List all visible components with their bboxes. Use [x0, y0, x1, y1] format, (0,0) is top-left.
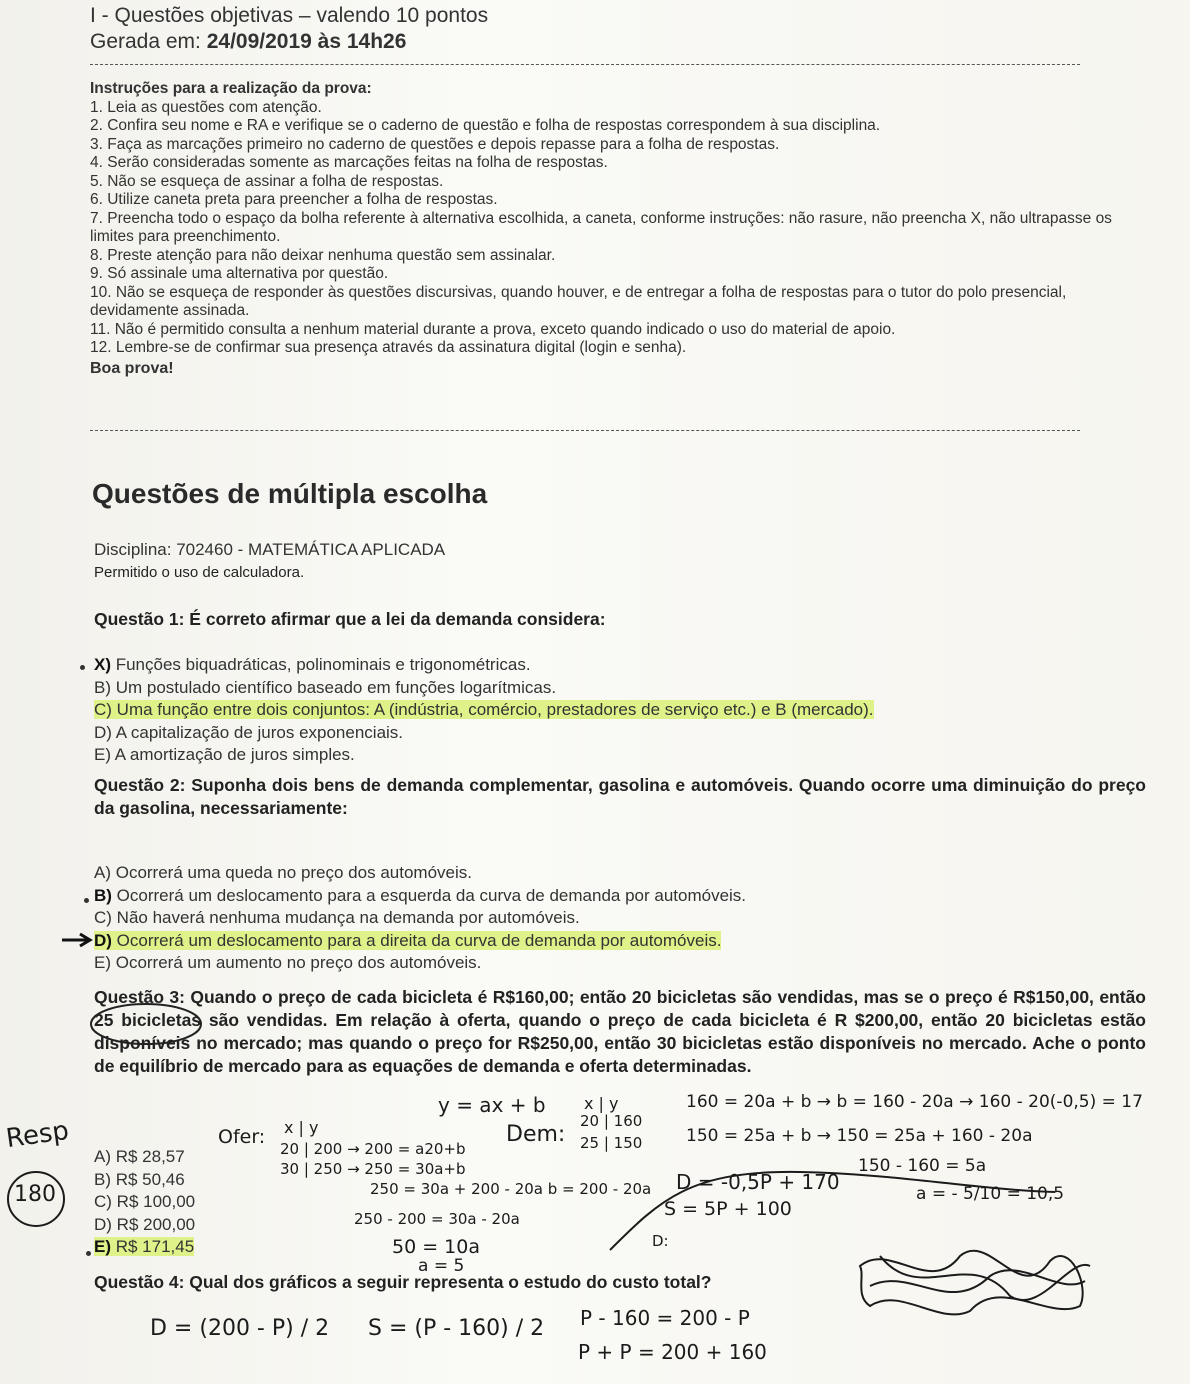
handwritten-demand-eq: D = -0,5P + 170 [676, 1170, 840, 1194]
option-d[interactable] [94, 930, 746, 953]
option-a[interactable] [94, 654, 874, 677]
option-letter: A) [94, 1147, 111, 1166]
option-a[interactable] [94, 1146, 195, 1169]
instruction-item: 3. Faça as marcações primeiro no caderno de questões e depois repasse para a folha de respostas. [90, 135, 780, 153]
header-generated [90, 30, 406, 54]
handwritten-step: 250 - 200 = 30a - 20a [354, 1210, 520, 1228]
option-letter: B) [94, 677, 111, 697]
answer-dot [80, 665, 85, 670]
option-b[interactable] [94, 677, 874, 700]
option-d[interactable] [94, 1214, 195, 1237]
instruction-item: 1. Leia as questões com atenção. [90, 98, 322, 116]
arrow-icon [60, 932, 96, 948]
option-letter: E) [94, 745, 111, 764]
handwritten-supply-eq: S = 5P + 100 [664, 1198, 792, 1220]
instruction-item: 10. Não se esqueça de responder às questões discursivas, quando houver, e de entregar a folha de respostas para o tutor do polo presencial, devidamente assinada. [90, 283, 1067, 319]
option-letter: E) [94, 953, 111, 972]
question-2-options [94, 862, 746, 975]
option-text: Não haverá nenhuma mudança na demanda por automóveis. [111, 908, 580, 927]
option-e[interactable] [94, 744, 874, 767]
handwritten-system-line: 150 = 25a + b → 150 = 25a + 160 - 20a [686, 1126, 1033, 1146]
handwritten-step: 50 = 10a [392, 1236, 480, 1258]
instruction-item: 8. Preste atenção para não deixar nenhuma questão sem assinalar. [90, 246, 556, 264]
option-letter: C) [94, 1192, 112, 1211]
instruction-item: 9. Só assinale uma alternativa por questão. [90, 265, 389, 282]
option-text: Ocorrerá um deslocamento para a esquerda da curva de demanda por automóveis. [111, 885, 747, 905]
handwritten-step: a = 5 [418, 1256, 465, 1276]
handwritten-step: 250 = 30a + 200 - 20a b = 200 - 20a [370, 1180, 652, 1198]
question-1-options [94, 654, 874, 767]
option-text: Ocorrerá uma queda no preço dos automóveis. [111, 863, 472, 882]
handwritten-dem: Dem: [506, 1122, 566, 1147]
option-letter: E) [94, 1237, 111, 1256]
question-3: Questão 3: Quando o preço de cada bicicleta é R$160,00; então 20 bicicletas são vendidas, mas se o preço é R$150,00, então 25 bicicletas são vendidas. Em relação à oferta, quando o preço de cada bicicleta é R $200,00, então 20 bicicletas estão disponíveis no mercado; mas quando o preço for R$250,00, então 30 bicicletas estão disponíveis no mercado. Ache o ponto de equilíbrio de mercado para as equações de demanda e oferta determinadas. [94, 987, 1146, 1076]
handwritten-table-row: 25 | 150 [580, 1134, 643, 1152]
handwritten-bottom-equality: P - 160 = 200 - P [580, 1306, 750, 1330]
option-d[interactable] [94, 722, 874, 745]
handwritten-table-header: x | y [284, 1118, 319, 1137]
handwritten-bottom-supply: S = (P - 160) / 2 [368, 1316, 545, 1341]
option-text: R$ 171,45 [111, 1237, 195, 1256]
option-text: Funções biquadráticas, polinominais e trigonométricas. [111, 655, 531, 674]
option-text: Ocorrerá um aumento no preço dos automóveis. [111, 953, 482, 972]
option-text: Um postulado científico baseado em funções logarítmicas. [111, 677, 557, 697]
handwritten-system-line: 160 = 20a + b → b = 160 - 20a → 160 - 20(-0,5) = 17 [686, 1092, 1143, 1112]
option-letter: D) [94, 1214, 112, 1234]
question-1: Questão 1: É correto afirmar que a lei da demanda considera: [94, 609, 606, 629]
handwritten-bottom-sum: P + P = 200 + 160 [578, 1340, 767, 1364]
discipline: Disciplina: 702460 - MATEMÁTICA APLICADA [94, 540, 446, 559]
instructions-closing: Boa prova! [90, 359, 174, 377]
handwritten-oferta: Ofer: [218, 1126, 266, 1148]
option-c[interactable] [94, 699, 874, 722]
handwritten-d-label: D: [652, 1232, 669, 1250]
option-c[interactable] [94, 907, 746, 930]
option-letter: A) [94, 863, 111, 882]
instruction-item: 12. Lembre-se de confirmar sua presença através da assinatura digital (login e senha). [90, 339, 687, 356]
option-e[interactable] [94, 952, 746, 975]
option-letter: D) [94, 722, 112, 742]
question-4: Questão 4: Qual dos gráficos a seguir representa o estudo do custo total? [94, 1272, 712, 1292]
instruction-item: 5. Não se esqueça de assinar a folha de respostas. [90, 172, 444, 190]
question-2: Questão 2: Suponha dois bens de demanda complementar, gasolina e automóveis. Quando ocorre uma diminuição do preço da gasolina, necessariamente: [94, 775, 1146, 818]
option-e[interactable] [94, 1236, 195, 1259]
handwritten-system-line: 150 - 160 = 5a [858, 1156, 987, 1176]
option-b[interactable] [94, 1169, 195, 1192]
instruction-item: 11. Não é permitido consulta a nenhum material durante a prova, exceto quando indicado o uso do material de apoio. [90, 320, 896, 338]
handwritten-table-row: 20 | 160 [580, 1112, 643, 1130]
instructions-block [90, 80, 1135, 378]
option-c[interactable] [94, 1191, 195, 1214]
calculator-note: Permitido o uso de calculadora. [94, 564, 305, 581]
header-title: I - Questões objetivas – valendo 10 pontos [90, 4, 489, 27]
option-letter: B) [94, 1169, 111, 1189]
option-text: R$ 28,57 [111, 1147, 185, 1166]
option-letter: C) [94, 908, 112, 927]
question-label-circle [88, 1000, 208, 1050]
option-b[interactable] [94, 885, 746, 908]
question-3-options [94, 1146, 195, 1259]
option-a[interactable] [94, 862, 746, 885]
generated-date: 24/09/2019 às 14h26 [206, 30, 407, 53]
option-text: A capitalização de juros exponenciais. [111, 722, 404, 742]
option-text: Ocorrerá um deslocamento para a direita da curva de demanda por automóveis. [111, 930, 722, 950]
handwritten-table-row: 30 | 250 → 250 = 30a+b [280, 1160, 466, 1178]
instruction-item: 6. Utilize caneta preta para preencher a folha de respostas. [90, 191, 498, 208]
handwritten-resp: Resp [4, 1115, 71, 1155]
divider-bottom [90, 430, 1080, 431]
option-text: Uma função entre dois conjuntos: A (indústria, comércio, prestadores de serviço etc.) e B (mercado). [111, 700, 874, 719]
handwritten-bottom-demand: D = (200 - P) / 2 [150, 1316, 330, 1341]
instructions-title: Instruções para a realização da prova: [90, 80, 372, 97]
option-letter: C) [94, 700, 112, 719]
option-text: R$ 50,46 [111, 1169, 185, 1189]
answer-dot [84, 898, 89, 903]
answer-dot [86, 1251, 91, 1256]
scribble-icon [850, 1236, 1100, 1326]
section-title: Questões de múltipla escolha [92, 478, 488, 509]
option-text: R$ 200,00 [111, 1214, 196, 1234]
handwritten-table-header: x | y [584, 1094, 619, 1113]
divider-top [90, 64, 1080, 65]
option-text: R$ 100,00 [111, 1192, 196, 1211]
handwritten-table-row: 20 | 200 → 200 = a20+b [280, 1140, 466, 1158]
option-letter: X) [94, 655, 111, 674]
option-text: A amortização de juros simples. [111, 745, 355, 764]
handwritten-equation: y = ax + b [438, 1093, 546, 1117]
handwritten-system-line: a = - 5/10 = 10,5 [916, 1184, 1065, 1204]
instruction-item: 2. Confira seu nome e RA e verifique se o caderno de questão e folha de respostas correspondem à sua disciplina. [90, 117, 881, 134]
handwritten-circled-number: 180 [14, 1182, 56, 1207]
instruction-item: 7. Preencha todo o espaço da bolha referente à alternativa escolhida, a caneta, conforme instruções: não rasure, não preencha X, não ultrapasse os limites para preenchimento. [90, 209, 1112, 245]
instruction-item: 4. Serão consideradas somente as marcações feitas na folha de respostas. [90, 154, 608, 171]
option-letter: B) [94, 885, 112, 905]
generated-label: Gerada em: [90, 30, 207, 53]
option-letter: D) [94, 930, 112, 950]
